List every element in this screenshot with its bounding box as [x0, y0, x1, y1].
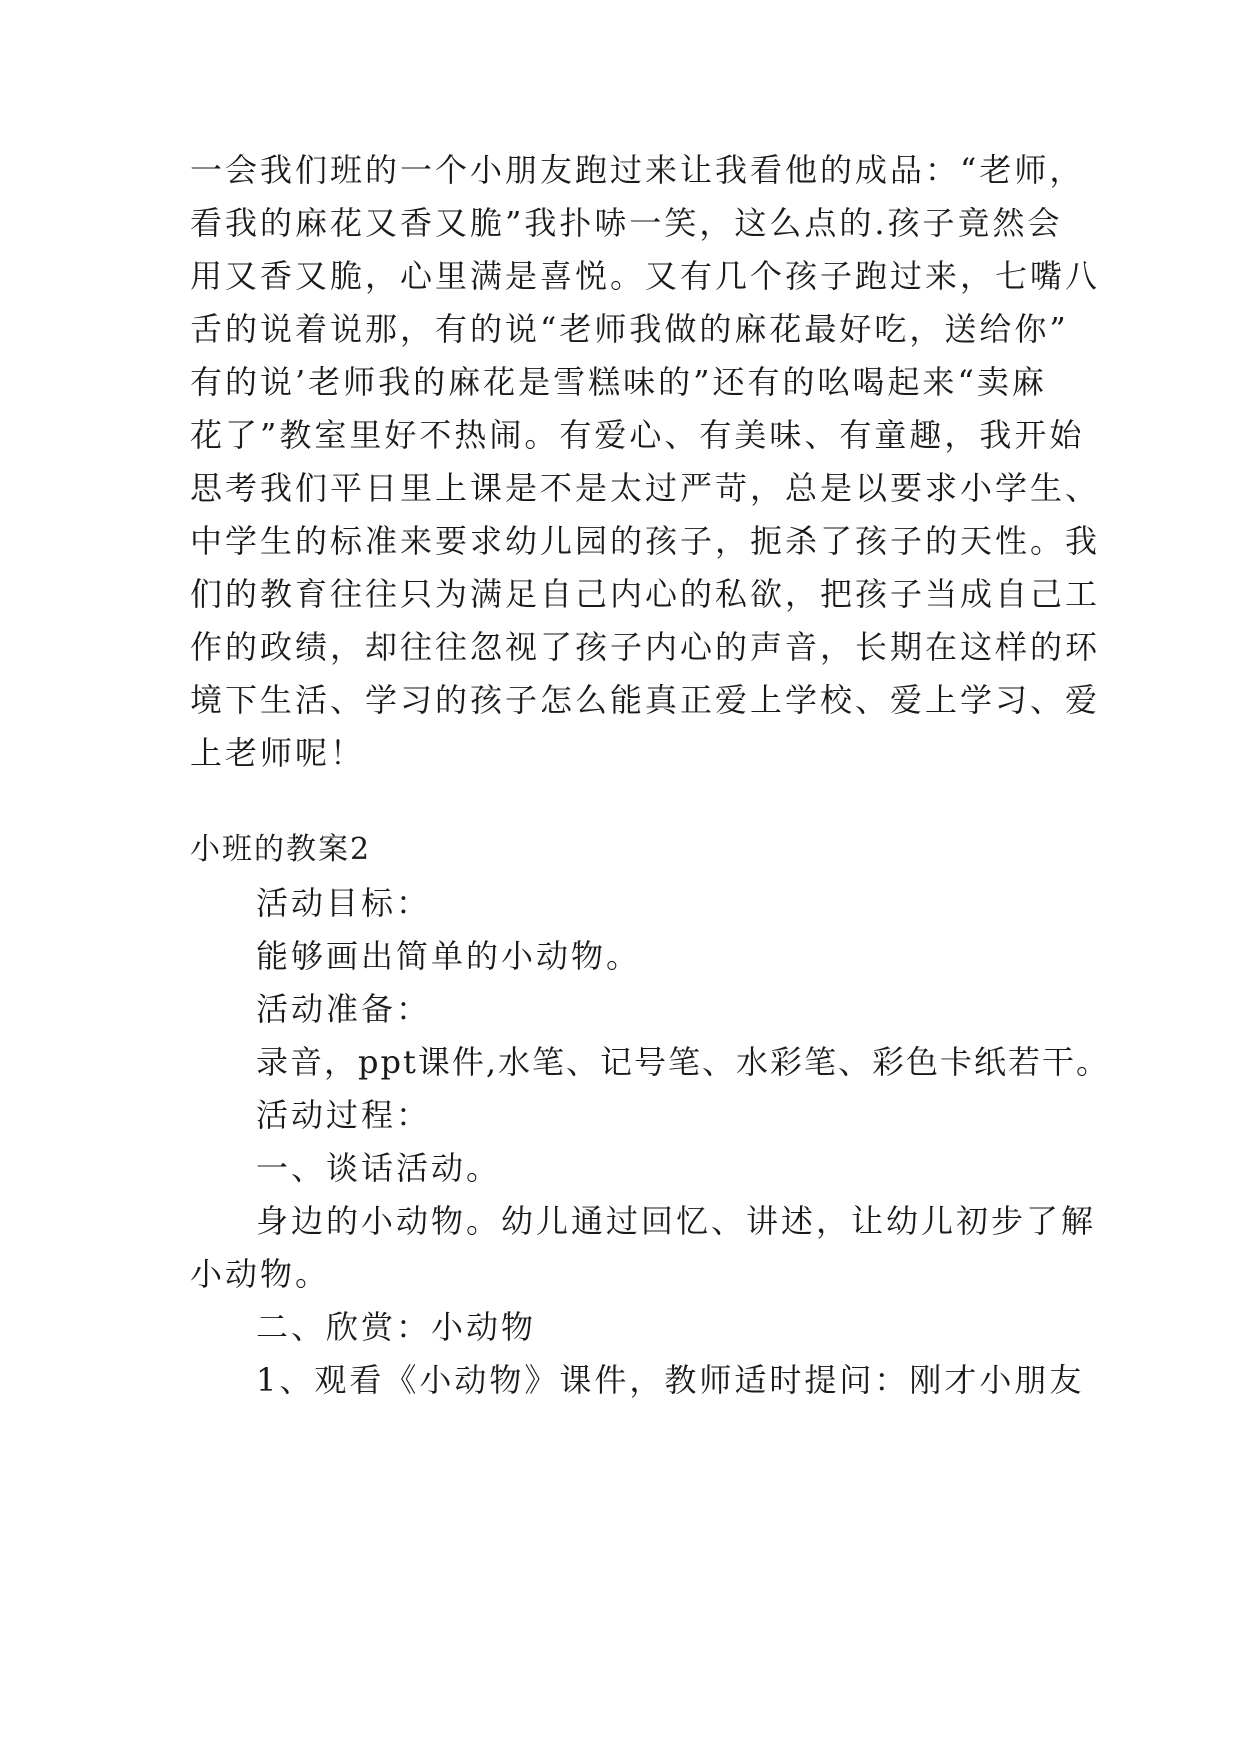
paragraph-line: 花了”教室里好不热闹。有爱心、有美味、有童趣，我开始 [190, 416, 1085, 454]
paragraph-line: 有的说’老师我的麻花是雪糕味的”还有的吆喝起来“卖麻 [190, 363, 1047, 401]
paragraph-line: 一会我们班的一个小朋友跑过来让我看他的成品：“老师， [190, 151, 1085, 189]
section-title: 小班的教案2 [190, 832, 372, 867]
step1-title: 一、谈话活动。 [256, 1149, 502, 1187]
paragraph-line: 用又香又脆，心里满是喜悦。又有几个孩子跑过来，七嘴八 [190, 257, 1101, 295]
step2-item: 1、观看《小动物》课件，教师适时提问：刚才小朋友 [256, 1361, 1085, 1399]
step1-text: 身边的小动物。幼儿通过回忆、讲述，让幼儿初步了解 [256, 1202, 1097, 1240]
prep-text: 录音，ppt课件,水笔、记号笔、水彩笔、彩色卡纸若干。 [256, 1043, 1111, 1081]
paragraph-line: 看我的麻花又香又脆”我扑哧一笑，这么点的.孩子竟然会 [190, 204, 1063, 242]
paragraph-line: 中学生的标准来要求幼儿园的孩子，扼杀了孩子的天性。我 [190, 522, 1101, 560]
goal-label: 活动目标： [256, 884, 432, 922]
step2-title: 二、欣赏：小动物 [256, 1308, 537, 1346]
process-label: 活动过程： [256, 1096, 432, 1134]
goal-text: 能够画出简单的小动物。 [256, 937, 642, 975]
paragraph-line: 上老师呢！ [190, 734, 366, 772]
paragraph-line: 境下生活、学习的孩子怎么能真正爱上学校、爱上学习、爱 [190, 681, 1101, 719]
prep-label: 活动准备： [256, 990, 432, 1028]
paragraph-line: 们的教育往往只为满足自己内心的私欲，把孩子当成自己工 [190, 575, 1101, 613]
paragraph-line: 作的政绩，却往往忽视了孩子内心的声音，长期在这样的环 [190, 628, 1101, 666]
paragraph-line: 思考我们平日里上课是不是太过严苛，总是以要求小学生、 [190, 469, 1101, 507]
paragraph-line: 舌的说着说那，有的说“老师我做的麻花最好吃，送给你” [190, 310, 1069, 348]
step1-text-continued: 小动物。 [190, 1255, 331, 1293]
